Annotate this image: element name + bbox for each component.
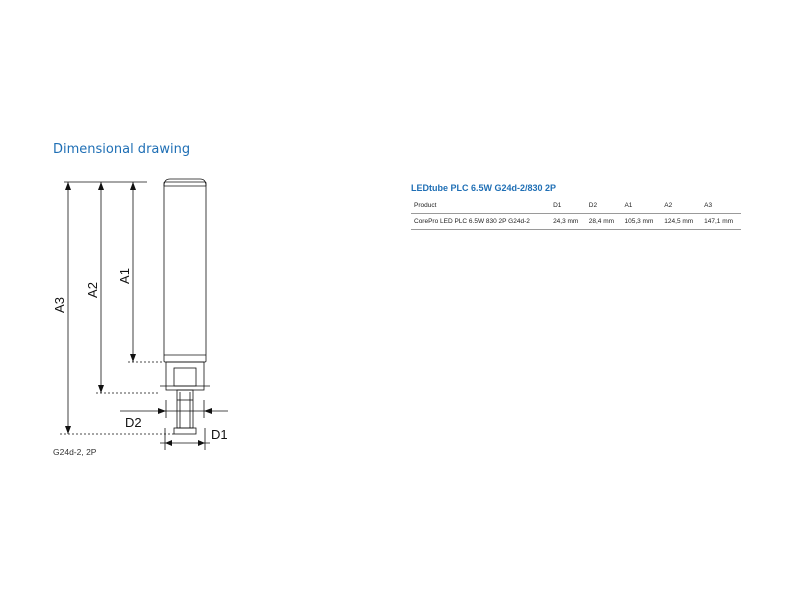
cell-product: CorePro LED PLC 6.5W 830 2P G24d-2: [414, 218, 530, 225]
cell-a1: 105,3 mm: [624, 218, 654, 225]
header-product: Product: [414, 202, 437, 209]
label-d2: D2: [125, 415, 142, 430]
base-caption: G24d-2, 2P: [53, 447, 97, 457]
cell-a2: 124,5 mm: [664, 218, 694, 225]
label-a1: A1: [117, 268, 132, 284]
header-d2: D2: [588, 202, 598, 209]
cell-d2: 28,4 mm: [588, 218, 615, 225]
product-title: LEDtube PLC 6.5W G24d-2/830 2P: [411, 183, 557, 193]
spec-table: [411, 198, 741, 230]
table-header-row: [411, 198, 741, 214]
cell-d1: 24,3 mm: [553, 218, 579, 225]
header-d1: D1: [553, 202, 562, 209]
lamp-pin: [177, 390, 193, 428]
section-title: Dimensional drawing: [53, 142, 191, 157]
header-a2: A2: [664, 202, 673, 209]
header-a3: A3: [704, 202, 713, 209]
lamp-body: [164, 182, 206, 362]
label-d1: D1: [211, 427, 228, 442]
cell-a3: 147,1 mm: [704, 218, 734, 225]
header-a1: A1: [624, 202, 633, 209]
table-row: [411, 214, 741, 230]
label-a3: A3: [52, 297, 67, 313]
label-a2: A2: [85, 282, 100, 298]
